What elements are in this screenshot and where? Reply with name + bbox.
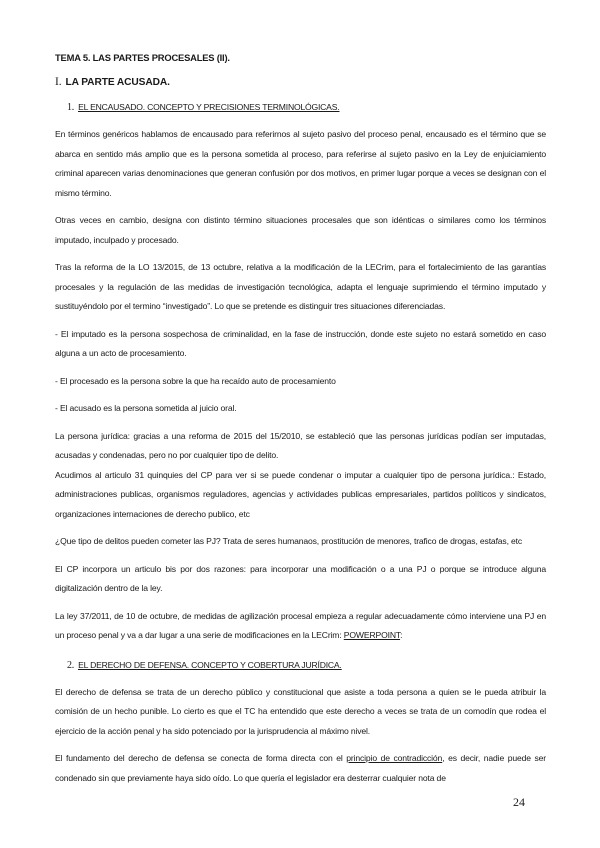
subsection-title: EL DERECHO DE DEFENSA. CONCEPTO Y COBERTURA JURÍDICA. — [78, 659, 342, 670]
subsection-heading-1 — [67, 102, 546, 113]
paragraph: La persona jurídica: gracias a una reforma de 2015 del 15/2010, se estableció que las personas jurídicas podían ser imputadas, acusadas y condenadas, pero no por cualquier tipo de delito. — [55, 430, 546, 460]
page-number: 24 — [513, 795, 525, 809]
chapter-title: TEMA 5. LAS PARTES PROCESALES (II). — [55, 52, 230, 63]
subsection-heading-2 — [67, 660, 546, 671]
paragraph-text: , es decir, nadie puede ser condenado sin que previamente haya sido oído. Lo que quería el legislador era desterrar cualquier nota de — [55, 753, 547, 783]
subsection-number: 1. — [67, 102, 75, 113]
section-number: I. — [55, 76, 62, 88]
paragraph: En términos genéricos hablamos de encausado para referirnos al sujeto pasivo del proceso penal, encausado es el término que se abarca en sentido más amplio que es la persona sometida al proceso, para referirse al sujeto pasivo en la Ley de enjuiciamiento criminal aparecen varias denominaciones que generan confusión por dos motivos, en primer lugar porque a veces se designan con el mismo término. — [55, 129, 546, 198]
list-item: - El procesado es la persona sobre la que ha recaído auto de procesamiento — [55, 375, 336, 386]
subsection-title: EL ENCAUSADO. CONCEPTO Y PRECISIONES TERMINOLÓGICAS. — [78, 102, 340, 112]
subsection-number: 2. — [67, 659, 75, 671]
paragraph: Otras veces en cambio, designa con distinto término situaciones procesales que son idénticas o similares como los términos imputado, inculpado y procesado. — [55, 215, 546, 245]
principle-link: principio de contradicción — [346, 753, 443, 763]
paragraph-text: La ley 37/2011, de 10 de octubre, de medidas de agilización procesal empieza a regular adecuadamente cómo interviene una PJ en un proceso penal y va a dar lugar a una serie de modificaciones en la LECrim: — [55, 610, 546, 640]
section-heading-1 — [55, 76, 546, 88]
paragraph: El derecho de defensa se trata de un derecho público y constitucional que asiste a toda persona a quien se le pueda atribuir la comisión de un hecho punible. Lo cierto es que el TC ha entendido que este derecho a veces se trata de un comodín que rodea el ejercicio de la acción penal y ha sido potenciado por la jurisprudencia al máximo nivel. — [55, 686, 546, 736]
list-item: - El imputado es la persona sospechosa de criminalidad, en la fase de instrucción, donde este sujeto no estará sometido en caso alguna a un acto de procesamiento. — [55, 328, 546, 358]
paragraph — [55, 749, 546, 788]
paragraph: ¿Que tipo de delitos pueden cometer las PJ? Trata de seres humanaos, prostitución de menores, trafico de drogas, estafas, etc — [55, 536, 523, 546]
page-content — [55, 52, 546, 796]
paragraph-text: : — [400, 630, 403, 640]
paragraph: Acudimos al articulo 31 quinquies del CP para ver si se puede condenar o imputar a cualquier tipo de persona jurídica.: Estado, administraciones publicas, organismos reguladores, agencias y actividades publicas empresariales, partidos políticos y sindicatos, organizaciones internaciones de derecho publico, etc — [55, 469, 546, 519]
paragraph: Tras la reforma de la LO 13/2015, de 13 octubre, relativa a la modificación de la LECrim, para el fortalecimiento de las garantías procesales y la regulación de las medidas de investigación tecnológica, adapta el lenguaje suprimiendo el término imputado y sustituyéndolo por el termino “investigado”. Lo que se pretende es distinguir tres situaciones diferenciadas. — [55, 262, 546, 311]
paragraph — [55, 607, 546, 646]
paragraph: El CP incorpora un articulo bis por dos razones: para incorporar una modificación o a una PJ o porque se introduce alguna digitalización dentro de la ley. — [55, 563, 546, 593]
section-title: LA PARTE ACUSADA. — [65, 77, 170, 88]
paragraph-text: El fundamento del derecho de defensa se conecta de forma directa con el — [55, 753, 347, 763]
powerpoint-link[interactable]: POWERPOINT — [343, 630, 401, 640]
list-item: - El acusado es la persona sometida al juicio oral. — [55, 403, 237, 413]
